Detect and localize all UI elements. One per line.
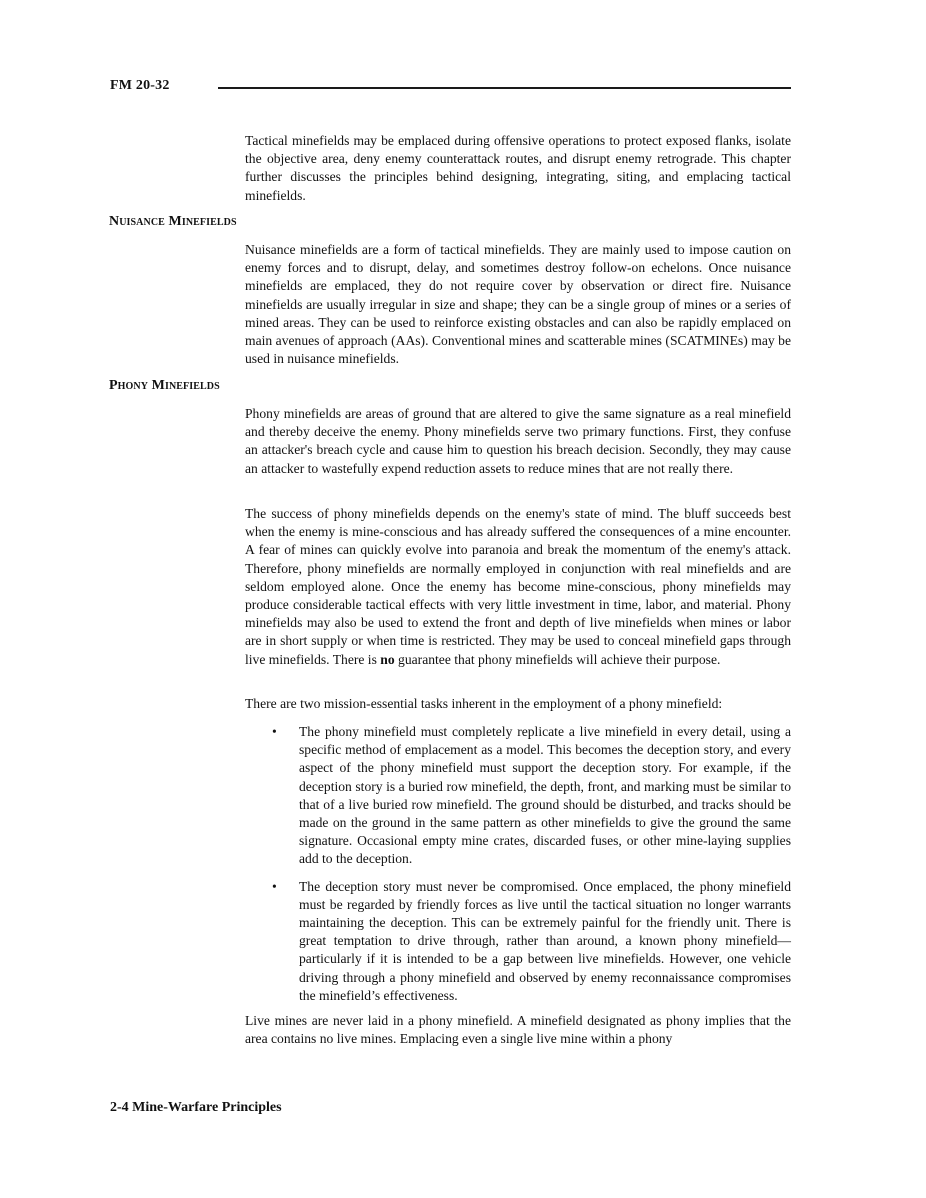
document-code: FM 20-32 — [110, 78, 170, 93]
mission-tasks-list — [245, 723, 791, 1005]
phony-paragraph-1: Phony minefields are areas of ground that are altered to give the same signature as a real minefield and thereby deceive the enemy. Phony minefields serve two primary functions. First, they confuse an attacker's breach cycle and cause him to question his breach decision. Secondly, they may cause an attacker to wastefully expend reduction assets to reduce mines that are not really there. — [245, 406, 791, 476]
phony-paragraph-3: There are two mission-essential tasks inherent in the employment of a phony minefield: — [245, 696, 723, 711]
phony-paragraph-1-block — [245, 405, 791, 478]
bullet-text: The deception story must never be compromised. Once emplaced, the phony minefield must be regarded by friendly forces as live until the tactical situation no longer warrants maintaining the deception. This can be extremely painful for the friendly unit. There is great temptation to drive through, rather than around, a known phony minefield—particularly if it is intended to be a gap between live minefields. However, one vehicle driving through a phony minefield and observed by enemy reconnaissance compromises the minefield’s effectiveness. — [299, 878, 791, 1003]
list-item — [245, 878, 791, 1005]
emphasis-no: no — [380, 651, 395, 667]
intro-paragraph-block — [245, 132, 791, 205]
bullet-text: The phony minefield must completely replicate a live minefield in every detail, using a specific method of emplacement as a model. This becomes the deception story, and every aspect of the phony minefield must support the deception story. For example, if the deception story is a buried row minefield, the depth, front, and marking must be similar to that of a live buried row minefield. The ground should be disturbed, and tracks should be made on the ground in the same pattern as other minefields to give the ground the same signature. Occasional empty mine crates, discarded fuses, or other mine-laying supplies add to the deception. — [299, 724, 791, 867]
bullet-icon: • — [272, 878, 277, 894]
phony-paragraph-2-text-b: guarantee that phony minefields will achieve their purpose. — [394, 651, 721, 667]
nuisance-paragraph: Nuisance minefields are a form of tactical minefields. They are mainly used to impose caution on enemy forces and to disrupt, delay, and sometimes destroy follow-on echelons. Once nuisance minefields are emplaced, they do not require cover by observation or direct fire. Nuisance minefields are usually irregular in size and shape; they can be a single group of mines or a series of mined areas. They can be used to reinforce existing obstacles and can also be rapidly emplaced on main avenues of approach (AAs). Conventional mines and scatterable mines (SCATMINEs) may be used in nuisance minefields. — [245, 242, 791, 367]
phony-paragraph-2-block — [245, 505, 791, 669]
bullet-icon: • — [272, 724, 277, 739]
intro-paragraph: Tactical minefields may be emplaced during offensive operations to protect exposed flanks, isolate the objective area, deny enemy counterattack routes, and disrupt enemy retrograde. This chapter further discusses the principles behind designing, integrating, siting, and emplacing tactical minefields. — [245, 133, 791, 203]
page-footer: 2-4 Mine-Warfare Principles — [110, 1100, 282, 1115]
phony-paragraph-4-block — [245, 1012, 791, 1048]
header-rule — [218, 87, 791, 89]
phony-paragraph-4: Live mines are never laid in a phony minefield. A minefield designated as phony implies that the area contains no live mines. Emplacing even a single live mine within a phony — [245, 1013, 791, 1047]
list-item — [245, 723, 791, 869]
nuisance-minefields-heading: Nuisance Minefields — [109, 214, 237, 229]
phony-paragraph-2-text-a: The success of phony minefields depends on the enemy's state of mind. The bluff succeeds best when the enemy is mine-conscious and has already suffered the consequences of a mine encounter. A fear of mines can quickly evolve into paranoia and break the momentum of the enemy's attack. Therefore, phony minefields are normally employed in conjunction with real minefields and are seldom employed alone. Once the enemy has become mine-conscious, phony minefields may produce considerable tactical effects with very little investment in time, labor, and material. Phony minefields may also be used to extend the front and depth of live minefields when mines or labor are in short supply or when time is restricted. They may be used to conceal minefield gaps through live minefields. There is — [245, 506, 791, 667]
nuisance-paragraph-block — [245, 241, 791, 368]
phony-minefields-heading: Phony Minefields — [109, 378, 220, 393]
phony-paragraph-3-block — [245, 695, 791, 713]
phony-paragraph-2 — [245, 505, 791, 669]
